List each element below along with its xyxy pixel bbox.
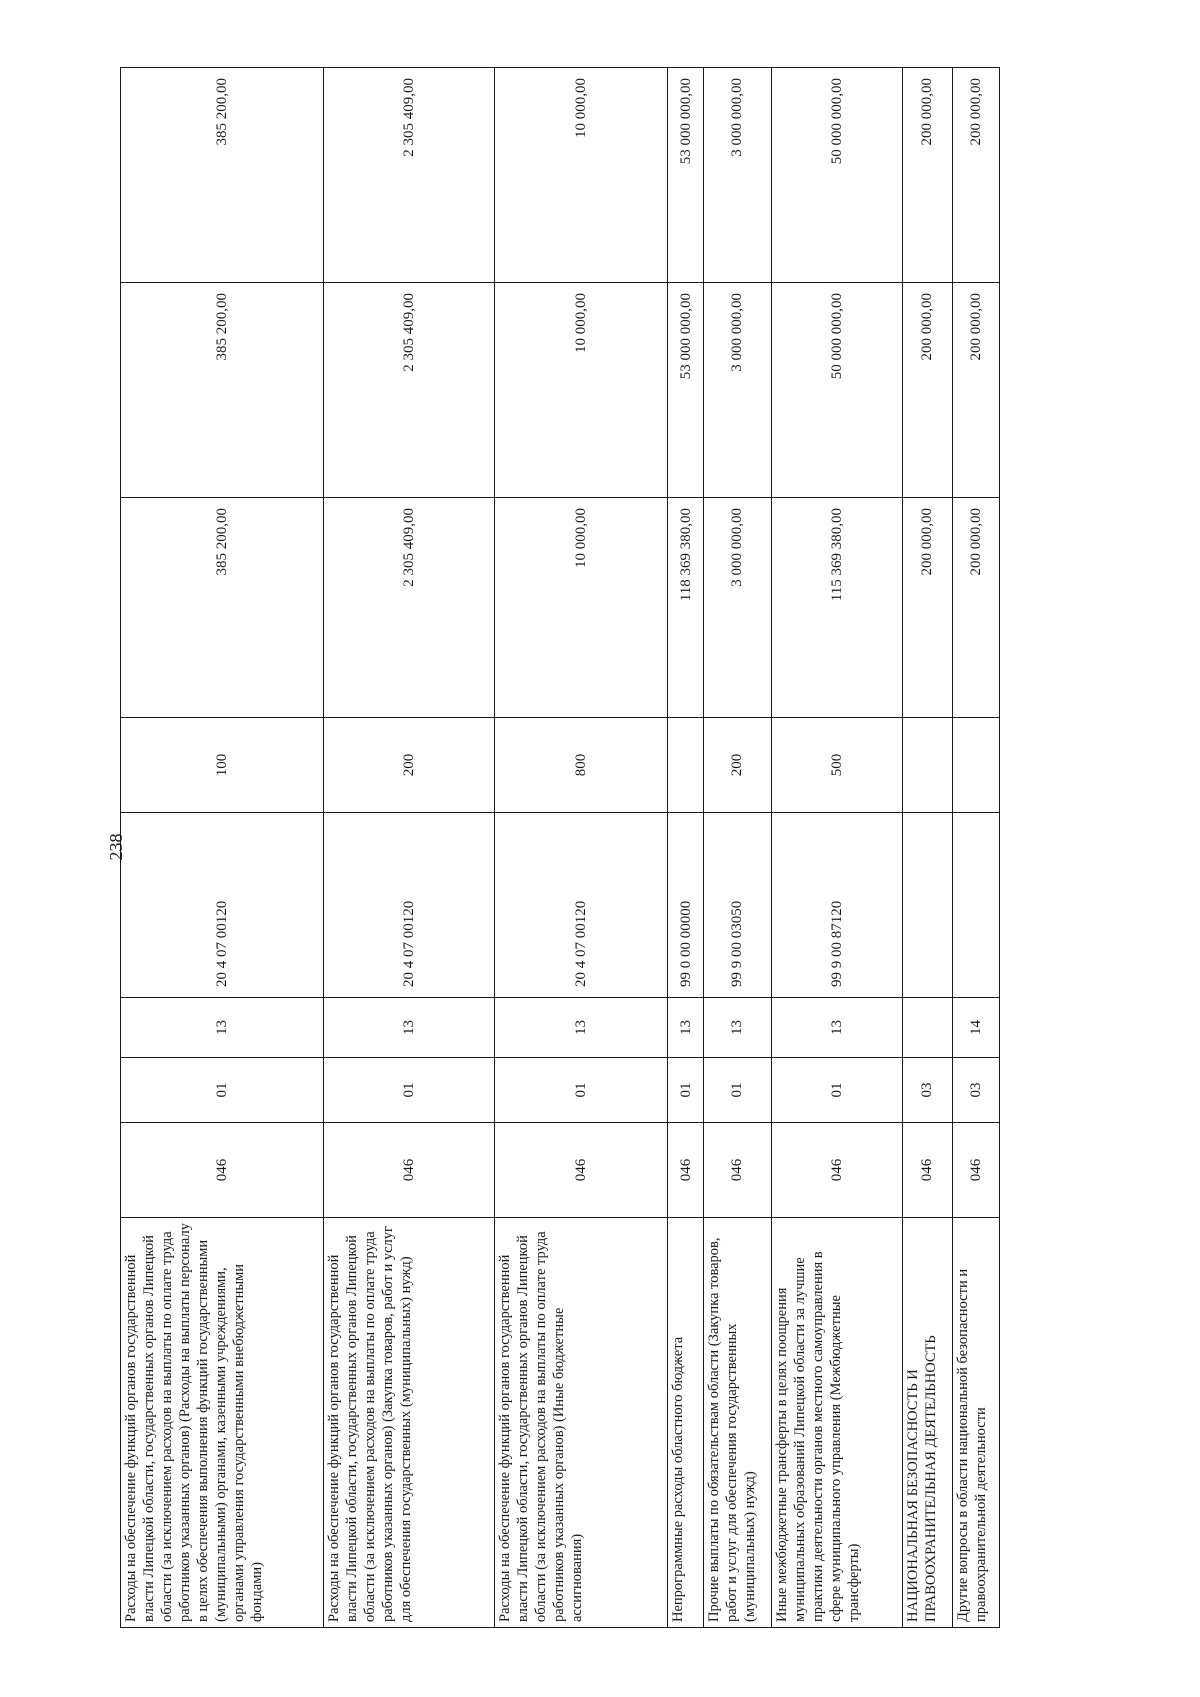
row-amount-3: 200 000,00	[953, 68, 1000, 283]
row-amount-1: 3 000 000,00	[704, 498, 772, 718]
row-subsection: 13	[121, 998, 324, 1058]
row-amount-1: 385 200,00	[121, 498, 324, 718]
table-row	[771, 68, 902, 1628]
table-row	[902, 68, 953, 1628]
row-target-item: 20 4 07 00120	[323, 813, 494, 998]
row-description: Другие вопросы в области национальной безопасности и правоохранительной деятельности	[953, 1218, 1000, 1628]
row-ministry: 046	[323, 1123, 494, 1218]
row-expense-type: 100	[121, 718, 324, 813]
row-subsection: 13	[704, 998, 772, 1058]
row-amount-1: 118 369 380,00	[668, 498, 704, 718]
row-amount-3: 3 000 000,00	[704, 68, 772, 283]
row-expense-type: 200	[704, 718, 772, 813]
row-description: Расходы на обеспечение функций органов государственной власти Липецкой области, государственных органов Липецкой области (за исключением расходов на выплаты по оплате труда работников указанных органов) (Закупка товаров, работ и услуг для обеспечения государственных (муниципальных) нужд)	[323, 1218, 494, 1628]
row-subsection: 13	[494, 998, 667, 1058]
row-amount-2: 53 000 000,00	[668, 283, 704, 498]
row-section: 03	[953, 1058, 1000, 1123]
row-subsection: 13	[771, 998, 902, 1058]
row-amount-2: 3 000 000,00	[704, 283, 772, 498]
row-expense-type: 800	[494, 718, 667, 813]
row-section: 01	[323, 1058, 494, 1123]
table-row	[494, 68, 667, 1628]
row-target-item: 99 9 00 87120	[771, 813, 902, 998]
row-description: Расходы на обеспечение функций органов государственной власти Липецкой области, государственных органов Липецкой области (за исключением расходов на выплаты по оплате труда работников указанных органов) (Иные бюджетные ассигнования)	[494, 1218, 667, 1628]
row-amount-1: 2 305 409,00	[323, 498, 494, 718]
row-amount-3: 53 000 000,00	[668, 68, 704, 283]
row-amount-2: 385 200,00	[121, 283, 324, 498]
row-amount-2: 50 000 000,00	[771, 283, 902, 498]
row-subsection: 13	[323, 998, 494, 1058]
row-section: 01	[771, 1058, 902, 1123]
row-target-item	[902, 813, 953, 998]
row-description: Прочие выплаты по обязательствам области (Закупка товаров, работ и услуг для обеспечения государственных (муниципальных) нужд)	[704, 1218, 772, 1628]
table-row	[704, 68, 772, 1628]
row-ministry: 046	[668, 1123, 704, 1218]
row-amount-1: 10 000,00	[494, 498, 667, 718]
row-target-item: 99 0 00 00000	[668, 813, 704, 998]
row-amount-2: 2 305 409,00	[323, 283, 494, 498]
budget-table	[120, 67, 1000, 1628]
row-target-item: 20 4 07 00120	[494, 813, 667, 998]
row-description: Непрограммные расходы областного бюджета	[668, 1218, 704, 1628]
row-ministry: 046	[121, 1123, 324, 1218]
row-amount-1: 200 000,00	[953, 498, 1000, 718]
row-amount-3: 2 305 409,00	[323, 68, 494, 283]
row-amount-3: 10 000,00	[494, 68, 667, 283]
row-amount-3: 385 200,00	[121, 68, 324, 283]
row-ministry: 046	[494, 1123, 667, 1218]
table-row	[323, 68, 494, 1628]
row-description: Расходы на обеспечение функций органов государственной власти Липецкой области, государственных органов Липецкой области (за исключением расходов на выплаты по оплате труда работников указанных органов) (Расходы на выплаты персоналу в целях обеспечения выполнения функций государственными (муниципальными) органами, казенными учреждениями, органами управления государственными внебюджетными фондами)	[121, 1218, 324, 1628]
row-amount-3: 200 000,00	[902, 68, 953, 283]
row-amount-2: 200 000,00	[953, 283, 1000, 498]
row-subsection: 14	[953, 998, 1000, 1058]
row-ministry: 046	[704, 1123, 772, 1218]
table-body	[120, 68, 1000, 1628]
row-ministry: 046	[771, 1123, 902, 1218]
row-section: 01	[494, 1058, 667, 1123]
row-expense-type: 500	[771, 718, 902, 813]
row-ministry: 046	[953, 1123, 1000, 1218]
row-target-item: 20 4 07 00120	[121, 813, 324, 998]
row-subsection: 13	[668, 998, 704, 1058]
row-expense-type	[902, 718, 953, 813]
table-row	[121, 68, 324, 1628]
table-row	[953, 68, 1000, 1628]
row-expense-type: 200	[323, 718, 494, 813]
row-subsection	[902, 998, 953, 1058]
row-amount-2: 200 000,00	[902, 283, 953, 498]
row-description: НАЦИОНАЛЬНАЯ БЕЗОПАСНОСТЬ И ПРАВООХРАНИТЕЛЬНАЯ ДЕЯТЕЛЬНОСТЬ	[902, 1218, 953, 1628]
row-section: 01	[121, 1058, 324, 1123]
budget-table-rotated	[120, 68, 1000, 1628]
row-amount-1: 115 369 380,00	[771, 498, 902, 718]
row-section: 01	[668, 1058, 704, 1123]
table-row	[668, 68, 704, 1628]
row-section: 03	[902, 1058, 953, 1123]
row-target-item	[953, 813, 1000, 998]
page-number: 238	[106, 833, 126, 861]
row-amount-3: 50 000 000,00	[771, 68, 902, 283]
row-ministry: 046	[902, 1123, 953, 1218]
row-amount-1: 200 000,00	[902, 498, 953, 718]
row-description: Иные межбюджетные трансферты в целях поощрения муниципальных образований Липецкой области за лучшие практики деятельности органов местного самоуправления в сфере муниципального управления (Межбюджетные трансферты)	[771, 1218, 902, 1628]
row-expense-type	[953, 718, 1000, 813]
row-target-item: 99 9 00 03050	[704, 813, 772, 998]
row-section: 01	[704, 1058, 772, 1123]
row-amount-2: 10 000,00	[494, 283, 667, 498]
row-expense-type	[668, 718, 704, 813]
